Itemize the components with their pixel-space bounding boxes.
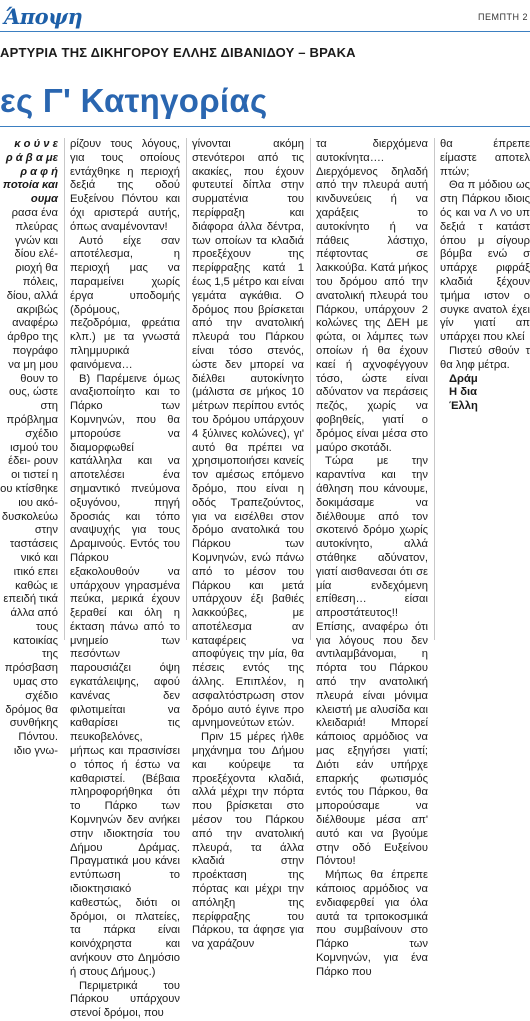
article-paragraph: ρασα ένα πλεύρας γνών και δίου ελέ- ριοχή θα πόλεις, δίου, αλλά ακριβώς αναφέρω άρθρο της πογράφο να μη μου θουν το ους, ώστε στη πρόβλημα σχέδιο ισμού του έδει- ρουν οι τιστεί η ου κτίσθηκε ιου ακό- δυσκολεύω στην ταστάσεις νικό και ιτικό επει καθώς ιε επειδή τικά άλλα από τους κατοικίας της πρόσβαση υμας στο σχέδιο δρόμος θα συνθήκης Πόντου. ιδιο γνω- bbox=[0, 206, 58, 758]
column-divider bbox=[310, 138, 311, 640]
article-paragraph: θα έπρεπε είμαστε αποτελ πτών; bbox=[440, 138, 530, 178]
article-kicker: ΑΡΤΥΡΙΑ ΤΗΣ ΔΙΚΗΓΟΡΟΥ ΕΛΛΗΣ ΔΙΒΑΝΙΔΟΥ – ΒΡΑΚΑ bbox=[0, 45, 356, 60]
article-paragraph: Θα π μόδιου ως στη Πάρκου ιδιοις ός και να Λ νο υπ δεξιά τ κατάστ όπου μ σίγουρ βόμβα ενώ σ υπάρχε ριφράξ κλαδιά ξέχουν τμήμα ιστον ο συγκε ανατολ έχει γίν γιατί απ υπάρχει που κλεί bbox=[440, 179, 530, 344]
article-paragraph: Μήπως θα έπρεπε κάποιος αρμόδιος να ενδιαφερθεί για όλα αυτά τα τριτοκοσμικά που συμβαίνουν στο Πάρκο των Κομνηνών, για ένα Πάρκο που bbox=[316, 869, 428, 978]
section-name: Άποψη bbox=[4, 4, 83, 29]
article-headline: ες Γ' Κατηγορίας bbox=[0, 82, 268, 119]
article-paragraph: Πιστεύ σθούν τ θα ληφ μέτρα. bbox=[440, 344, 530, 371]
article-paragraph: Τώρα με την καραντίνα και την άθληση που κάνουμε, δοκιμάσαμε να διέλθουμε από τον σκοτεινό δρόμο χωρίς αυτοκίνητο, αλλά στάθηκε αδύνατον, γιατί αισθανεσαι ότι σε μία ενδεχόμενη επίθεση… είσαι απροστάτευτος!! Επίσης, αναφέρω ότι για λόγους που δεν αντιλαμβάνομαι, η πόρτα του Πάρκου από την ανατολική πλευρά είναι μόνιμα κλειστή με αλυσίδα και κλειδαριά! Μπορεί κάποιος αρμόδιος να μας εξηγήσει γιατί; Διότι εάν υπήρχε επαρκής φωτισμός εντός του Πάρκου, θα μπορούσαμε να διέλθουμε μέσα απ' αυτό και να βγούμε στην οδό Ευξείνου Πόντου! bbox=[316, 455, 428, 868]
article-lead: κ ο ύ ν ε ρ ά β α με ρ α φ ή ποτοία και ουμα bbox=[2, 138, 58, 206]
column-divider bbox=[186, 138, 187, 640]
byline-line: Η δια bbox=[449, 386, 477, 399]
header-date: ΠΕΜΠΤΗ 2 bbox=[477, 12, 528, 22]
byline-line: Έλλη bbox=[449, 400, 478, 413]
page-header bbox=[0, 0, 530, 34]
article-paragraph: Περιμετρικά του Πάρκου υπάρχουν στενοί δρόμοι, που bbox=[70, 979, 180, 1020]
article-column-3 bbox=[192, 138, 304, 951]
article-column-5 bbox=[440, 138, 530, 640]
article-paragraph: τα διερχόμενα αυτοκίνητα…. Διερχόμενος δηλαδή από την πλευρά αυτή κινδυνεύεις ή να χαράξεις το αυτοκίνητο ή να πάθεις λάστιχο, πέφτοντας σε λακκούβα. Κατά μήκος του δρόμου από την ανατολική πλευρά του Πάρκου, υπάρχουν 2 κολώνες της ΔΕΗ με φώτα, οι λάμπες των οποίων ή θα έχουν καεί ή αχνοφέγγουν τόσο, ώστε είναι αδύνατον να περάσεις πεζός, χωρίς να φοβηθείς, γιατί ο δρόμος είναι μέσα στο μαύρο σκοτάδι. bbox=[316, 138, 428, 454]
column-divider bbox=[434, 138, 435, 640]
article-column-4 bbox=[316, 138, 428, 978]
byline-line: Δράμ bbox=[449, 372, 478, 385]
article-paragraph: Αυτό είχε σαν αποτέλεσμα, η περιοχή μας να παραμείνει χωρίς έργα υποδομής (δρόμους, πεζοδρόμια, φρεάτια κλπ.) με τα γνωστά πλημμυρικά φαινόμενα… bbox=[70, 234, 180, 371]
article-paragraph: γίνονται ακόμη στενότεροι από τις ακακίες, που έχουν φυτευτεί δίπλα στην συρματένια του περίφραξη και διάφορα άλλα δέντρα, των οποίων τα κλαδιά προεξέχουν της περίφραξης κατά 1 έως 1,5 μέτρο και είναι γεμάτα αγκάθια. Ο δρόμος που βρίσκεται από την ανατολική πλευρά του Πάρκου είναι τόσο στενός, ώστε δεν μπορεί να διέλθει αυτοκίνητο (μάλιστα σε μήκος 10 μέτρων περίπου εντός του δρόμου υπάρχουν 4 ξύλινες κολώνες), γι' αυτό θα πρέπει να χρησιμοποιήσει κανείς τον αμέσως επόμενο δρόμο, που είναι η οδός Τραπεζούντος, για να εισέλθει στον δρόμο ανατολικά του Πάρκου των Κομνηνών, ενώ πάνω από το μέσον του Πάρκου και μετά υπάρχουν έξι βαθιές λακκούβες, με αποτέλεσμα αν καταφέρεις να αποφύγεις την μία, θα πέσεις εντός της άλλης. Επιπλέον, η ασφαλτόστρωση στον δρόμο αυτό έγινε προ αμνημονεύτων ετών. bbox=[192, 138, 304, 730]
article-paragraph: Β) Παρέμεινε όμως αναξιοποίητο και το Πάρκο των Κομνηνών, που θα μπορούσε να διαμορφωθεί κατάλληλα και να αποτελέσει ένα σημαντικό πνεύμονα οξυγόνου, πηγή δροσιάς και τόπο αναψυχής για τους Δραμινούς. Εντός του Πάρκου εξακολουθούν να υπάρχουν γηρασμένα πεύκα, μερικά έχουν ξεραθεί και όλη η έκταση πάνω από το μνημείο των πεσόντων παρουσιάζει όψη εγκατάλειψης, αφού κανένας δεν φιλοτιμείται να καθαρίσει τις πευκοβελόνες, μήπως και πρασινίσει ο τόπος ή έστω να καθαριστεί. (Βέβαια πληροφορήθηκα ότι το Πάρκο των Κομνηνών δεν ανήκει στην ιδιοκτησία του Δήμου Δράμας. Πραγματικά μου κάνει εντύπωση το ιδιοκτησιακό καθεστώς, διότι οι δρόμοι, οι πλατείες, τα πάρκα είναι κοινόχρηστα και ανήκουν στο Δημόσιο ή στους Δήμους.) bbox=[70, 372, 180, 978]
article-column-2 bbox=[70, 138, 180, 1020]
article-column-1 bbox=[0, 138, 58, 758]
headline-rule bbox=[0, 126, 530, 127]
article-paragraph: ρίζουν τους λόγους, για τους οποίους εντάχθηκε η περιοχή δεξιά της οδού Ευξείνου Πόντου και όχι αριστερά αυτής, όπως αναμένονταν! bbox=[70, 138, 180, 233]
article-paragraph: Πριν 15 μέρες ήλθε μηχάνημα του Δήμου και κούρεψε τα προεξέχοντα κλαδιά, αλλά μέχρι την πόρτα που βρίσκεται στο μέσον του Πάρκου από την ανατολική πλευρά, τα άλλα κλαδιά στην προέκταση της πόρτας και μέχρι την απόληξη της περίφραξης του Πάρκου, τα άφησε για να χαράζουν bbox=[192, 731, 304, 951]
column-divider bbox=[64, 138, 65, 640]
header-rule bbox=[0, 31, 530, 32]
